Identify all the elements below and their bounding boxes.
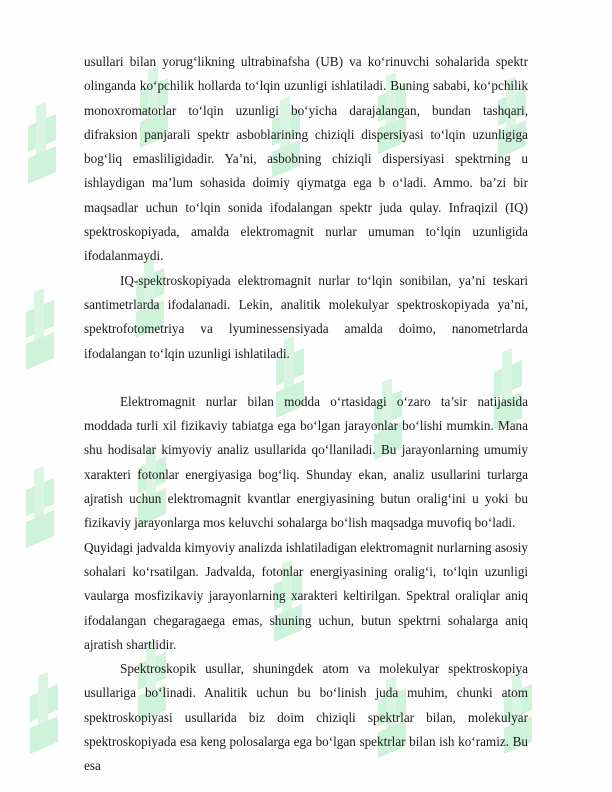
document-body [84,50,528,779]
paragraph-gap [84,366,528,390]
paragraph-ir-spectroscopy: IQ-spektroskopiyada elektromagnit nurlar to‘lqin sonibilan, ya’ni teskari santimetrlarda ifodalanadi. Lekin, analitik molekulyar spektroskopiyada ya’ni, spektrofotometriya va lyuminessensiyada amalda doimo, nanometrlarda ifodalangan to‘lqin uzunligi ishlatiladi. [84,272,528,361]
paragraph-uv-visible: usullari bilan yorug‘likning ultrabinafsha (UB) va ko‘rinuvchi sohalarida spektr olinganda ko‘pchilik hollarda to‘lqin uzunligi ishlatiladi. Buning sababi, ko‘pchilik monoxromatorlar to‘lqin uzunligi bo‘yicha darajalangan, bundan tashqari, difraksion panjarali spektr asboblarining chiziqli dispersiyasi to‘lqin uzunligiga bog‘liq emasliligidadir. Ya’ni, asbobning chiziqli dispersiyasi spektrning u ishlaydigan ma’lum sohasida doimiy qiymatga ega b o‘ladi. Ammo. ba’zi bir maqsadlar uchun to‘lqin sonida ifodalangan spektr juda qulay. Infraqizil (IQ) spektroskopiyada, amalda elektromagnit nurlar umuman to‘lqin uzunligida ifodalanmaydi. [84,54,528,264]
paragraph-table-description: Quyidagi jadvalda kimyoviy analizda ishlatiladigan elektromagnit nurlarning asosiy sohalari ko‘rsatilgan. Jadvalda, fotonlar energiyasining oralig‘i, to‘lqin uzunligi vaularga mosfizikaviy jarayonlarning xarakteri keltirilgan. Spektral oraliqlar aniq ifodalangan chegaragaega emas, shuning uchun, butun spektrni sohalarga aniq ajratish shartlidir. [84,539,528,652]
paragraph-spectroscopic-methods: Spektroskopik usullar, shuningdek atom va molekulyar spektroskopiya usullariga bo‘linadi. Analitik uchun bu bo‘linish juda muhim, chunki atom spektroskopiyasi usullarida biz doim chiziqli spektrlar bilan, molekulyar spektroskopiyada esa keng polosalarga ega bo‘lgan spektrlar bilan ish ko‘ramiz. Bu esa [84,661,528,774]
paragraph-electromagnetic-interaction: Elektromagnit nurlar bilan modda o‘rtasidagi o‘zaro ta’sir natijasida moddada turli xil fizikaviy tabiatga ega bo‘lgan jarayonlar bo‘lishi mumkin. Mana shu hodisalar kimyoviy analiz usullarida qo‘llaniladi. Bu jarayonlarning umumiy xarakteri fotonlar energiyasiga bog‘liq. Shunday ekan, analiz usullarini turlarga ajratish uchun elektromagnit kvantlar energiyasining butun oralig‘ini u yoki bu fizikaviy jarayonlarga mos keluvchi sohalarga bo‘lish maqsadga muvofiq bo‘ladi. [84,393,528,531]
